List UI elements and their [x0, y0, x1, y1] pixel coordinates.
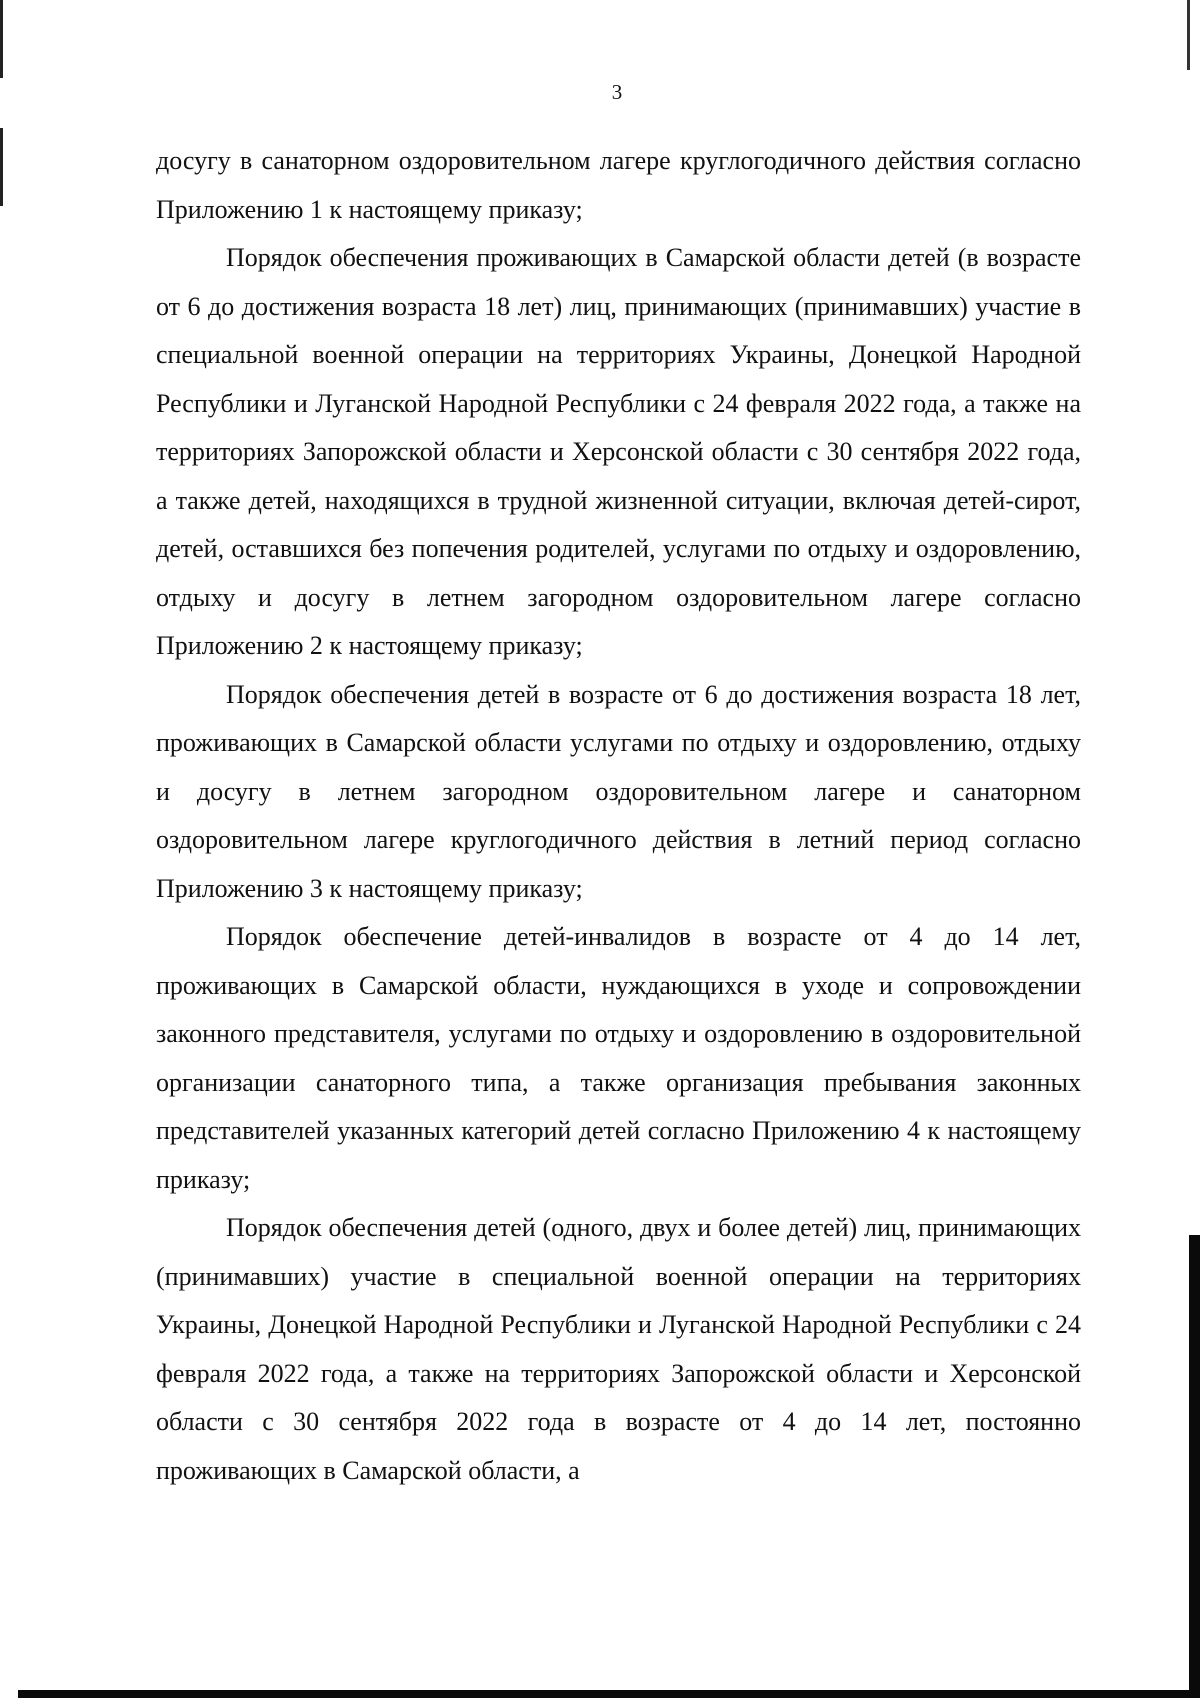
- paragraph-continuation: досугу в санаторном оздоровительном лагере круглогодичного действия согласно Приложению 1 к настоящему приказу;: [156, 146, 1081, 224]
- scan-artifact-left-mark: [0, 0, 3, 78]
- paragraph-svo-children: Порядок обеспечения детей (одного, двух и более детей) лиц, принимающих (принимавших) участие в специальной военной операции на территориях Украины, Донецкой Народной Республики и Луганской Народной Республики с 24 февраля 2022 года, а также на территориях Запорожской области и Херсонской области с 30 сентября 2022 года в возрасте от 4 до 14 лет, постоянно проживающих в Самарской области, а: [156, 1213, 1081, 1485]
- document-body: [156, 137, 1081, 1495]
- scan-artifact-right-mark: [1187, 0, 1190, 70]
- paragraph-appendix-4: Порядок обеспечение детей-инвалидов в возрасте от 4 до 14 лет, проживающих в Самарской области, нуждающихся в уходе и сопровождении законного представителя, услугами по отдыху и оздоровлению в оздоровительной организации санаторного типа, а также организация пребывания законных представителей указанных категорий детей согласно Приложению 4 к настоящему приказу;: [156, 922, 1081, 1194]
- paragraph-appendix-2: Порядок обеспечения проживающих в Самарской области детей (в возрасте от 6 до достижения возраста 18 лет) лиц, принимающих (принимавших) участие в специальной военной операции на территориях Украины, Донецкой Народной Республики и Луганской Народной Республики с 24 февраля 2022 года, а также на территориях Запорожской области и Херсонской области с 30 сентября 2022 года, а также детей, находящихся в трудной жизненной ситуации, включая детей-сирот, детей, оставшихся без попечения родителей, услугами по отдыху и оздоровлению, отдыху и досугу в летнем загородном оздоровительном лагере согласно Приложению 2 к настоящему приказу;: [156, 243, 1081, 660]
- scan-artifact-left-mark: [0, 128, 3, 206]
- scan-artifact-right-edge: [1189, 1235, 1200, 1698]
- paragraph-appendix-3: Порядок обеспечения детей в возрасте от 6 до достижения возраста 18 лет, проживающих в Самарской области услугами по отдыху и оздоровлению, отдыху и досугу в летнем загородном оздоровительном лагере и санаторном оздоровительном лагере круглогодичного действия в летний период согласно Приложению 3 к настоящему приказу;: [156, 679, 1081, 903]
- page-number: 3: [611, 80, 623, 104]
- scan-artifact-bottom-edge: [18, 1690, 1200, 1698]
